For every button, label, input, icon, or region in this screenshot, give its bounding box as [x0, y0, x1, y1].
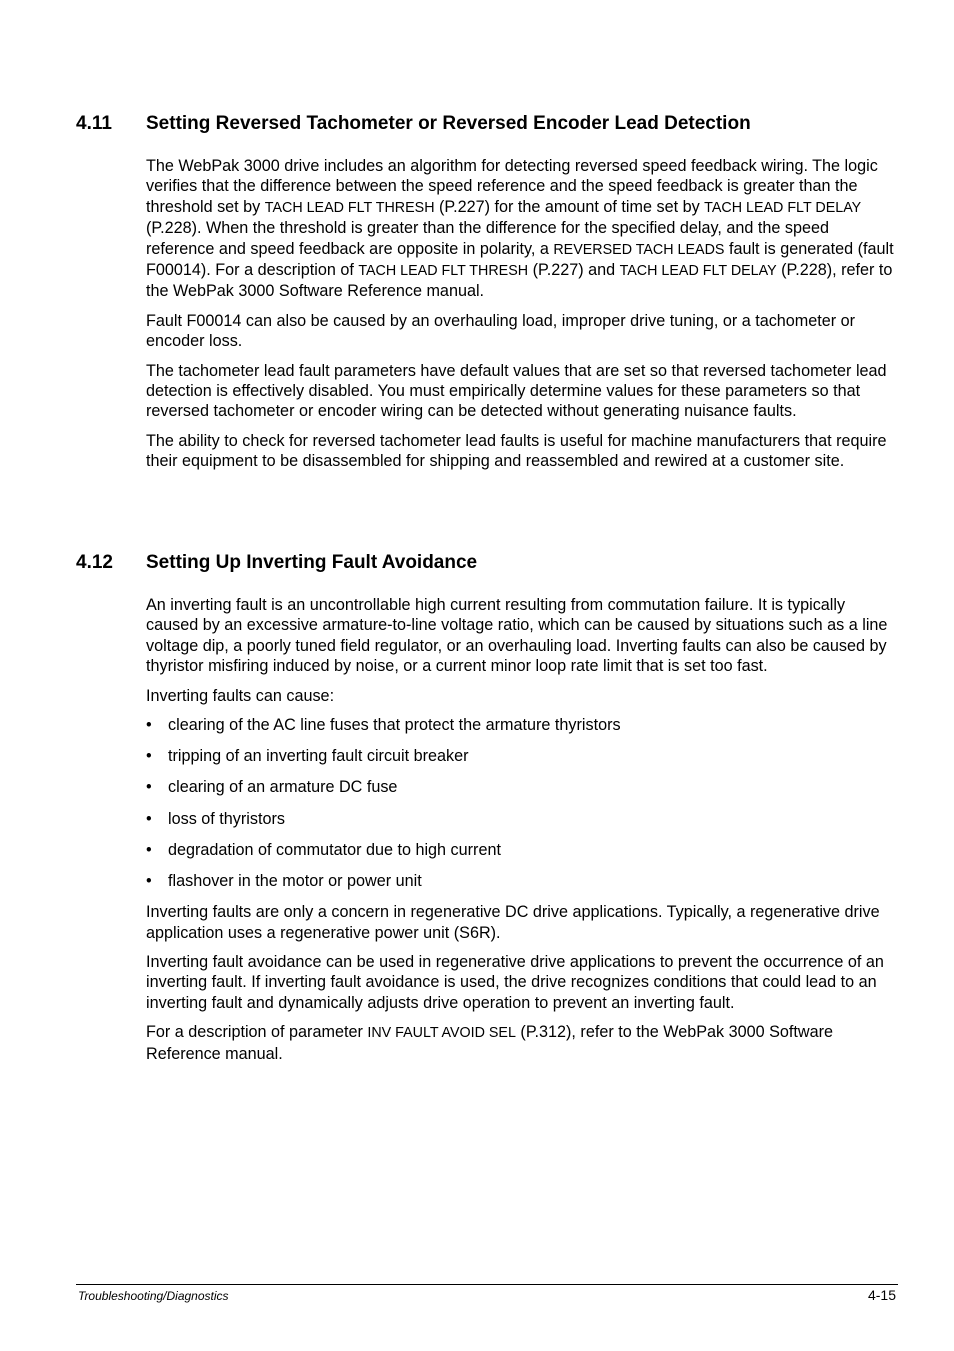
- section-title: Setting Reversed Tachometer or Reversed Encoder Lead Detection: [146, 113, 751, 134]
- paragraph: Inverting faults are only a concern in regenerative DC drive applications. Typically, a regenerative drive application uses a regenerative power unit (S6R).: [146, 903, 880, 942]
- parameter-name: INV FAULT AVOID SEL: [367, 1025, 516, 1042]
- list-item: • clearing of the AC line fuses that protect the armature thyristors: [146, 716, 621, 735]
- paragraph: Inverting fault avoidance can be used in regenerative drive applications to prevent the occurrence of an inverting fault. If inverting fault avoidance is used, the drive recognizes conditions that could lead to an inverting fault and dynamically adjusts drive operation to prevent an inverting fault.: [146, 953, 884, 1012]
- bullet-icon: •: [146, 778, 152, 797]
- footer-divider: [76, 1284, 898, 1285]
- section-number: 4.12: [76, 552, 113, 573]
- bullet-list: [146, 715, 898, 891]
- parameter-name: TACH LEAD FLT DELAY: [619, 263, 777, 280]
- bullet-icon: •: [146, 716, 152, 735]
- bullet-icon: •: [146, 809, 152, 828]
- paragraph: The ability to check for reversed tachometer lead faults is useful for machine manufacturers that require their equipment to be disassembled for shipping and reassembled and rewired at a customer site.: [146, 431, 887, 471]
- parameter-name: TACH LEAD FLT DELAY: [704, 199, 862, 216]
- paragraph: An inverting fault is an uncontrollable high current resulting from commutation failure. It is typically caused by an excessive armature-to-line voltage ratio, which can be caused by situations such as a line voltage dip, a poorly tuned field regulator, or an overhauling load. Inverting faults can also be caused by thyristor misfiring induced by noise, or a current minor loop rate limit that is set too fast.: [146, 596, 888, 676]
- section-4-12-heading: [76, 551, 477, 575]
- list-item: • flashover in the motor or power unit: [146, 872, 422, 891]
- page-number: 4-15: [867, 1287, 896, 1303]
- parameter-name: TACH LEAD FLT THRESH: [358, 263, 529, 280]
- list-item: • clearing of an armature DC fuse: [146, 778, 398, 797]
- paragraph: The WebPak 3000 drive includes an algorithm for detecting reversed speed feedback wiring. The logic verifies that the difference between the speed reference and the speed feedback is greater than the threshold set by TACH LEAD FLT THRESH (P.227) for the amount of time set by TACH LEAD FLT DELAY (P.228). When the threshold is greater than the difference for the specified delay, and the speed reference and speed feedback are opposite in polarity, a REVERSED TACH LEADS fault is generated (fault F00014). For a description of TACH LEAD FLT THRESH (P.227) and TACH LEAD FLT DELAY (P.228), refer to the WebPak 3000 Software Reference manual.: [146, 157, 894, 301]
- section-4-11-heading: [76, 112, 751, 136]
- footer-chapter-title: Troubleshooting/Diagnostics: [78, 1289, 229, 1303]
- section-4-11-body: [146, 156, 898, 481]
- list-item: • loss of thyristors: [146, 809, 285, 828]
- bullet-icon: •: [146, 747, 152, 766]
- bullet-icon: •: [146, 840, 152, 859]
- section-number: 4.11: [76, 113, 112, 134]
- paragraph: Fault F00014 can also be caused by an overhauling load, improper drive tuning, or a tachometer or encoder loss.: [146, 311, 856, 351]
- bullet-icon: •: [146, 872, 152, 891]
- list-item: • tripping of an inverting fault circuit breaker: [146, 747, 469, 766]
- section-title: Setting Up Inverting Fault Avoidance: [146, 552, 478, 573]
- paragraph: Inverting faults can cause:: [146, 686, 335, 705]
- list-item: • degradation of commutator due to high current: [146, 840, 501, 859]
- paragraph: For a description of parameter INV FAULT AVOID SEL (P.312), refer to the WebPak 3000 Software Reference manual.: [146, 1023, 833, 1063]
- parameter-name: REVERSED TACH LEADS: [553, 241, 725, 258]
- paragraph: The tachometer lead fault parameters have default values that are set so that reversed tachometer lead detection is effectively disabled. You must empirically determine values for these parameters so that reversed tachometer or encoder wiring can be detected without generating nuisance faults.: [146, 361, 887, 421]
- section-4-12-body: [146, 595, 898, 1073]
- parameter-name: TACH LEAD FLT THRESH: [264, 199, 435, 216]
